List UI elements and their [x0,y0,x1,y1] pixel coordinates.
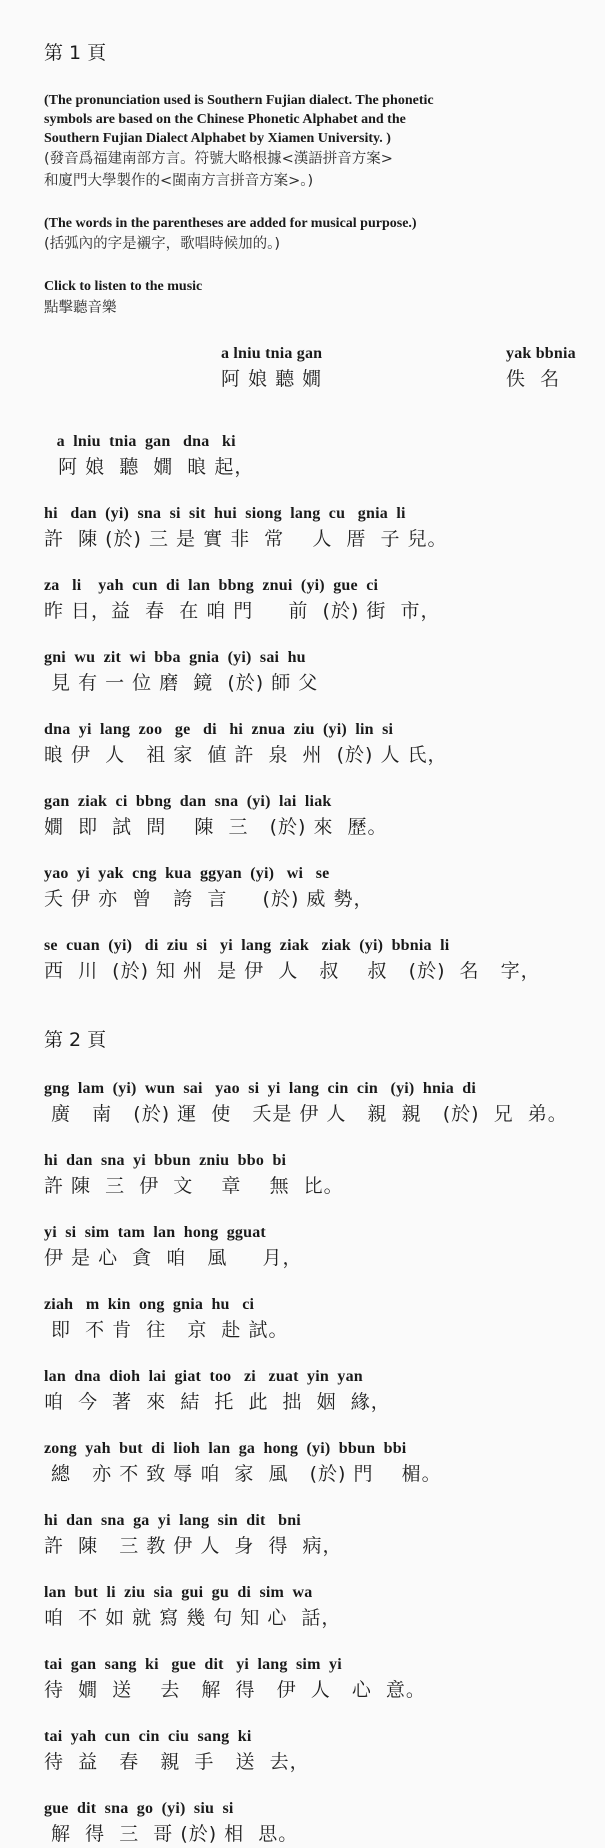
lyric-romanized: tai yah cun cin ciu sang ki [44,1728,252,1745]
lyric-romanized: za li yah cun di lan bbng znui (yi) gue ci [44,577,379,594]
lyric-romanized: hi dan sna ga yi lang sin dit bni [44,1512,301,1529]
page-heading-1: 第 1 頁 [44,42,107,64]
lyric-chinese: 咱 不 如 就 寫 幾 句 知 心 話， [44,1607,342,1629]
listen-link-zh[interactable]: 點擊聽音樂 [44,300,117,316]
lyric-chinese: 見 有 一 位 磨 鏡 (於) 師 父 [44,672,319,694]
lyric-chinese: 總 亦 不 致 辱 咱 家 風 (於) 門 楣。 [44,1463,442,1485]
lyric-romanized: gue dit sna go (yi) siu si [44,1800,234,1817]
note-en-line: symbols are based on the Chinese Phonetic Alphabet and the [44,112,406,127]
lyric-romanized: lan dna dioh lai giat too zi zuat yin yan [44,1368,363,1385]
lyric-line [44,503,605,553]
lyric-chinese: 解 得 三 哥 (於) 相 思。 [44,1823,299,1845]
parentheses-note [44,214,605,255]
author-romanized: yak bbnia [506,345,576,362]
lyric-chinese: 許 陳 (於) 三 是 實 非 常 人 厝 子 兒。 [44,528,448,550]
author-chinese: 佚 名 [506,368,561,390]
pronunciation-note [44,91,605,192]
lyric-line [44,1798,605,1848]
lyric-romanized: hi dan (yi) sna si sit hui siong lang cu gnia li [44,505,406,522]
lyric-romanized: gan ziak ci bbng dan sna (yi) lai liak [44,793,332,810]
lyric-chinese: 夭 伊 亦 曾 誇 言 (於) 威 勢， [44,888,374,910]
lyric-line [44,719,605,769]
lyric-romanized: lan but li ziu sia gui gu di sim wa [44,1584,313,1601]
listen-link-en[interactable]: Click to listen to the music [44,279,203,294]
lyric-line [44,1654,605,1704]
lyric-line [44,1366,605,1416]
lyric-romanized: zong yah but di lioh lan ga hong (yi) bbun bbi [44,1440,407,1457]
lyric-line [44,1294,605,1344]
song-title [221,343,322,393]
lyric-chinese: 廣 南 (於) 運 使 夭是 伊 人 親 親 (於) 兄 弟。 [44,1103,568,1125]
lyric-line [44,1582,605,1632]
lyric-line [44,1150,605,1200]
lyric-line [44,647,605,697]
lyric-chinese: 伊 是 心 貪 咱 風 月， [44,1247,303,1269]
lyric-line [44,575,605,625]
lyric-line [44,863,605,913]
lyric-chinese: 即 不 肯 往 京 赴 試。 [44,1319,289,1341]
lyric-romanized: yi si sim tam lan hong gguat [44,1224,266,1241]
lyric-romanized: a lniu tnia gan dna ki [44,433,236,450]
lyrics-page-2 [44,1078,605,1848]
lyric-chinese: 待 益 春 親 手 送 去， [44,1751,310,1773]
note-zh-line: 和廈門大學製作的<閩南方言拼音方案>。) [44,173,314,189]
song-title-chinese: 阿 娘 聽 嫺 [221,368,323,390]
lyric-chinese: 昨 日，益 春 在 咱 門 前 (於) 街 市， [44,600,441,622]
lyric-romanized: hi dan sna yi bbun zniu bbo bi [44,1152,287,1169]
paren-note-zh: (括弧內的字是襯字，歌唱時候加的。) [44,236,281,252]
lyric-chinese: 阿 娘 聽 嫺 㫰 起， [44,456,255,478]
paren-note-en: (The words in the parentheses are added for musical purpose.) [44,216,417,231]
lyric-chinese: 㫰 伊 人 祖 家 値 許 泉 州 (於) 人 氏， [44,744,448,766]
lyric-line [44,431,605,481]
lyric-romanized: tai gan sang ki gue dit yi lang sim yi [44,1656,342,1673]
note-zh-line: (發音爲福建南部方言。符號大略根據<漢語拼音方案> [44,151,393,167]
lyric-line [44,1222,605,1272]
note-en-line: (The pronunciation used is Southern Fujian dialect. The phonetic [44,93,434,108]
lyric-chinese: 待 嫺 送 去 解 得 伊 人 心 意。 [44,1679,426,1701]
lyric-chinese: 嫺 即 試 問 陳 三 (於) 來 歷。 [44,816,388,838]
lyric-romanized: yao yi yak cng kua ggyan (yi) wi se [44,865,330,882]
song-title-row [44,343,605,395]
lyric-romanized: dna yi lang zoo ge di hi znua ziu (yi) lin si [44,721,394,738]
lyric-romanized: se cuan (yi) di ziu si yi lang ziak ziak (yi) bbnia li [44,937,450,954]
song-title-romanized: a lniu tnia gan [221,345,323,362]
page-heading-2: 第 2 頁 [44,1029,107,1051]
lyric-chinese: 許 陳 三 伊 文 章 無 比。 [44,1175,344,1197]
lyric-chinese: 許 陳 三 教 伊 人 身 得 病， [44,1535,343,1557]
lyric-line [44,1438,605,1488]
song-author [506,343,576,393]
lyric-line [44,791,605,841]
lyric-line [44,935,605,985]
lyric-chinese: 西 川 (於) 知 州 是 伊 人 叔 叔 (於) 名 字， [44,960,541,982]
listen-block [44,277,605,317]
lyric-romanized: gni wu zit wi bba gnia (yi) sai hu [44,649,306,666]
note-en-line: Southern Fujian Dialect Alphabet by Xiamen University. ) [44,131,391,146]
lyric-romanized: ziah m kin ong gnia hu ci [44,1296,255,1313]
lyric-line [44,1726,605,1776]
lyric-romanized: gng lam (yi) wun sai yao si yi lang cin cin (yi) hnia di [44,1080,477,1097]
lyric-chinese: 咱 今 著 來 結 托 此 拙 姻 緣， [44,1391,391,1413]
lyric-line [44,1078,605,1128]
lyrics-page-1 [44,431,605,985]
lyric-line [44,1510,605,1560]
